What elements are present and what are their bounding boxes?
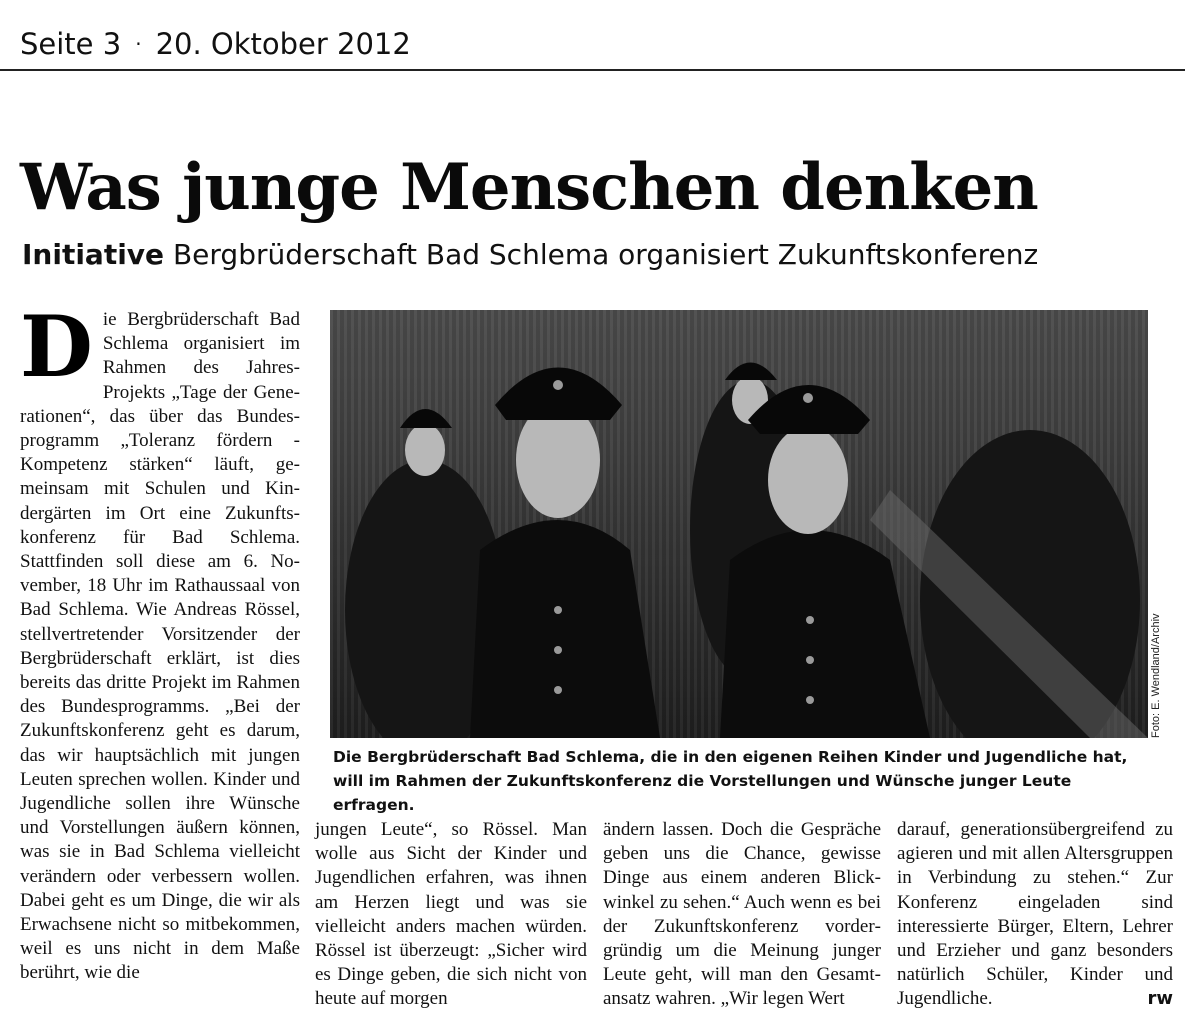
- subheadline-text: Bergbrüderschaft Bad Schlema organisiert Zukunftskonferenz: [172, 238, 1039, 271]
- button-right-2: [806, 656, 814, 664]
- badge-right: [803, 393, 813, 403]
- article-column-4: [897, 818, 1173, 1012]
- button-left-2: [554, 646, 562, 654]
- article-photo: [330, 310, 1148, 738]
- button-left-3: [554, 686, 562, 694]
- article-headline: Was junge Menschen denken: [20, 150, 1038, 225]
- figure-left-body: [470, 520, 660, 738]
- uniformed-group-illustration: [330, 310, 1148, 738]
- article-subheadline: [22, 235, 1172, 275]
- cap-back-left: [400, 409, 452, 428]
- face-right: [768, 426, 848, 534]
- article-kicker: Initiative: [22, 238, 165, 271]
- face-back-left: [405, 424, 445, 476]
- photo-credit: Foto: E. Wendland/Archiv: [1150, 613, 1162, 738]
- badge-left: [553, 380, 563, 390]
- article-column-3: ändern lassen. Doch die Gespräche geben uns die Chance, gewisse Dinge aus einem anderen Blickwinkel zu sehen.“ Auch wenn es bei der Zukunftskonferenz vordergründig um die Meinung junger Leute geht, will man den Gesamtansatz wahren. „Wir legen Wert: [603, 819, 881, 1010]
- page-number: Seite 3: [20, 27, 122, 61]
- button-right-3: [806, 696, 814, 704]
- column-4-text: darauf, generationsübergreifend zu agieren und mit allen Altersgruppen in Verbindung zu stehen.“ Zur Konferenz eingeladen sind interessierte Bürger, Eltern, Lehrer und Erzieher und ganz besonders natürlich Schüler, Kinder und Jugendliche.: [897, 819, 1173, 1010]
- cap-left: [495, 368, 622, 421]
- page-header: [20, 20, 1185, 68]
- drop-cap: D: [20, 297, 93, 396]
- issue-date: 20. Oktober 2012: [155, 27, 411, 61]
- button-right-1: [806, 616, 814, 624]
- cap-back-center: [725, 363, 777, 381]
- article-column-2: jungen Leute“, so Rössel. Man wolle aus Sicht der Kinder und Jugendlichen erfahren, was ihnen am Herzen liegt und was sie vielleicht anders machen würden. Rössel ist überzeugt: „Sicher wird es Dinge geben, die sich nicht von heute auf morgen: [315, 819, 587, 1010]
- author-signature: rw: [1147, 988, 1173, 1010]
- photo-caption: Die Bergbrüderschaft Bad Schlema, die in den eigenen Reihen Kinder und Jugendliche hat, will im Rahmen der Zukunftskonferenz die Vorstellungen und Wünsche junger Leute erfragen.: [333, 748, 1128, 814]
- article-column-1: [20, 297, 300, 986]
- header-separator: ·: [135, 32, 142, 56]
- header-rule: [0, 69, 1185, 71]
- figure-right-body: [720, 530, 930, 738]
- button-left-1: [554, 606, 562, 614]
- column-1-text: ie Bergbrüderschaft Bad Schlema organisiert im Rahmen des Jahres-Projekts „Tage der Generationen“, das über das Bundesprogramm „Toleranz fördern - Kompetenz stärken“ läuft, gemeinsam mit Schulen und Kindergärten im Ort eine Zukunftskonferenz für Bad Schlema. Stattfinden soll diese am 6. November, 18 Uhr im Rathaussaal von Bad Schlema. Wie Andreas Rössel, stellvertretender Vorsitzender der Bergbrüderschaft erklärt, ist dies bereits das dritte Projekt im Rahmen des Bundesprogramms. „Bei der Zukunftskonferenz geht es darum, das wir hauptsächlich mit jungen Leuten sprechen wollen. Kinder und Jugendliche sollen ihre Wünsche und Vorstellungen äußern können, was sie in Bad Schlema vielleicht verändern oder verbessern wollen. Dabei geht es um Dinge, die wir als Erwachsene nicht so mitbekommen, weil es uns nicht in dem Maße berührt, wie die: [20, 309, 300, 984]
